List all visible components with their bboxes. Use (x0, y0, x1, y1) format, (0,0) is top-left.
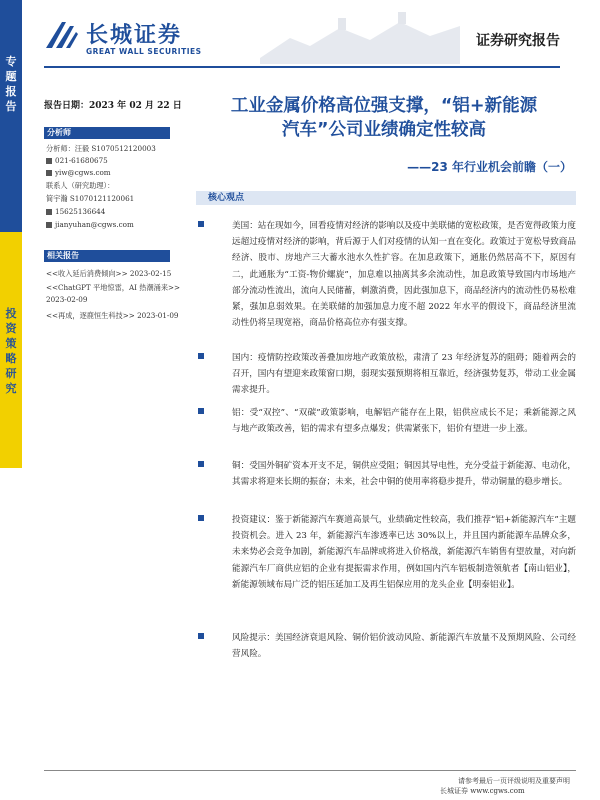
core-view-bullet (196, 350, 576, 399)
analysts-section-header: 分析师 (44, 127, 170, 139)
phone-icon (46, 209, 52, 215)
sidebar-mid-label: 投 资 策 略 研 究 (5, 307, 17, 395)
phone-icon (46, 158, 52, 164)
logo-chinese-name: 长城证券 (86, 23, 183, 48)
great-wall-illustration (260, 8, 460, 64)
report-type-label: 证券研究报告 (476, 33, 560, 49)
footer-divider (44, 770, 576, 771)
analyst-info-line[interactable]: jianyuhan@cgws.com (46, 219, 134, 230)
analyst-info-line: 021-61680675 (46, 155, 108, 166)
core-view-bullet (196, 630, 576, 662)
report-title-line-2: 汽车”公司业绩确定性较高 (281, 120, 486, 140)
report-title-line-1: 工业金属价格高位强支撑，“铝+新能源 (230, 96, 538, 116)
bullet-square-icon (198, 408, 204, 414)
sidebar-top-band (0, 0, 22, 232)
related-report-item[interactable]: <<收入延后消费倾向>> 2023-02-15 (46, 269, 172, 278)
email-icon (46, 170, 52, 176)
bullet-square-icon (198, 461, 204, 467)
related-reports-header: 相关报告 (44, 250, 170, 262)
logo-mark-icon (44, 18, 80, 54)
bullet-text: 铜：受国外铜矿资本开支不足，铜供应受阻；铜因其导电性，充分受益于新能源、电动化，其需求将迎来长期的振奋；未来，社会中铜的使用率将稳步提升，带动铜量的稳步增长。 (232, 461, 576, 488)
related-report-item[interactable]: <<ChatGPT 平地惊雷，AI 热潮涌来>> (46, 283, 181, 292)
email-icon (46, 222, 52, 228)
bullet-text: 投资建议：鉴于新能源汽车赛道高景气，业绩确定性较高，我们推荐“铝+新能源汽车”主题投资机会。进入 23 年，新能源汽车渗透率已达 30%以上，并且国内新能源车品牌众多，未来势必会竞争加剧，新能源汽车品牌或将进入价格战，新能源汽车销售有望放量，对向新能源汽车厂商供应铝的企业有提振需求作用，例如国内汽车铝板制造领航者【南山铝业】，新能源领域布局广泛的铝压延加工及再生铝保应用的龙头企业【明泰铝业】。 (232, 515, 576, 590)
left-sidebar (0, 0, 22, 800)
related-report-item[interactable]: 2023-02-09 (46, 295, 88, 304)
header-divider (44, 66, 560, 68)
analyst-info-line: 简宇瀚 S1070121120061 (46, 194, 135, 203)
bullet-text: 美国：站在现如今，回看疫情对经济的影响以及疫中美联储的宽松政策，是否宽得政策力度远超过疫情对经济的影响，背后源于人们对疫情的认知一直在变化。政策过于宽松导致商品经济、股市、房地产三大蓄水池水久性扩容。在加息政策下，通胀仍然居高不下，原因有二，此通胀为“工资-物价螺旋”，加息难以抽离其多余流动性，加息政策导致国内市场地产部分流动性流出，流向人民储蓄，刺激消费，因此强加息下，商品经济内的流动性仍易松难紧，强加息弱效果。在美联储的加强加息力度不超 2022 年水平的假设下，商品经济里流动性仍将呈现宽裕，商品价格高位亦有强支撑。 (232, 221, 576, 329)
related-report-item[interactable]: <<再成，逐鹿恒生科技>> 2023-01-09 (46, 311, 179, 320)
analyst-info-line: 15625136644 (46, 206, 105, 217)
core-view-bullet (196, 405, 576, 437)
report-date: 报告日期：2023 年 02 月 22 日 (44, 101, 182, 111)
analyst-info-line: 分析师：汪毅 S1070512120003 (46, 144, 156, 153)
analyst-info-line: 联系人（研究助理）： (46, 181, 115, 190)
bullet-square-icon (198, 353, 204, 359)
core-view-bullet (196, 218, 576, 331)
core-view-header: 核心观点 (196, 191, 576, 205)
sidebar-top-label: 专 题 报 告 (5, 55, 17, 113)
bullet-text: 国内：疫情防控政策改善叠加房地产政策放松，肃清了 23 年经济复苏的阻碍；随着两会的召开，国内有望迎来政策窗口期，弱现实强预期将相互靠近，经济强势复苏，带动工业金属需求提升。 (232, 353, 576, 396)
footer-website: 长城证券 www.cgws.com (440, 787, 525, 795)
analyst-info-line[interactable]: yiw@cgws.com (46, 167, 111, 178)
bullet-square-icon (198, 221, 204, 227)
bullet-square-icon (198, 515, 204, 521)
report-subtitle: ——23 年行业机会前瞻（一） (407, 160, 572, 174)
bullet-square-icon (198, 633, 204, 639)
bullet-text: 风险提示：美国经济衰退风险、铜价铝价波动风险、新能源汽车放量不及预期风险、公司经营风险。 (232, 633, 576, 660)
core-view-bullet (196, 512, 576, 593)
bullet-text: 铝：受“双控”、“双碳”政策影响，电解铝产能存在上限，铝供应成长不足；乘新能源之风与地产政策改善，铝的需求有望多点爆发；供需紧张下，铝价有望进一步上涨。 (232, 408, 576, 435)
footer-disclaimer: 请参考最后一页评级说明及重要声明 (458, 777, 570, 785)
company-logo (44, 18, 264, 62)
core-view-bullet (196, 458, 576, 490)
logo-english-name: GREAT WALL SECURITIES (86, 47, 202, 56)
